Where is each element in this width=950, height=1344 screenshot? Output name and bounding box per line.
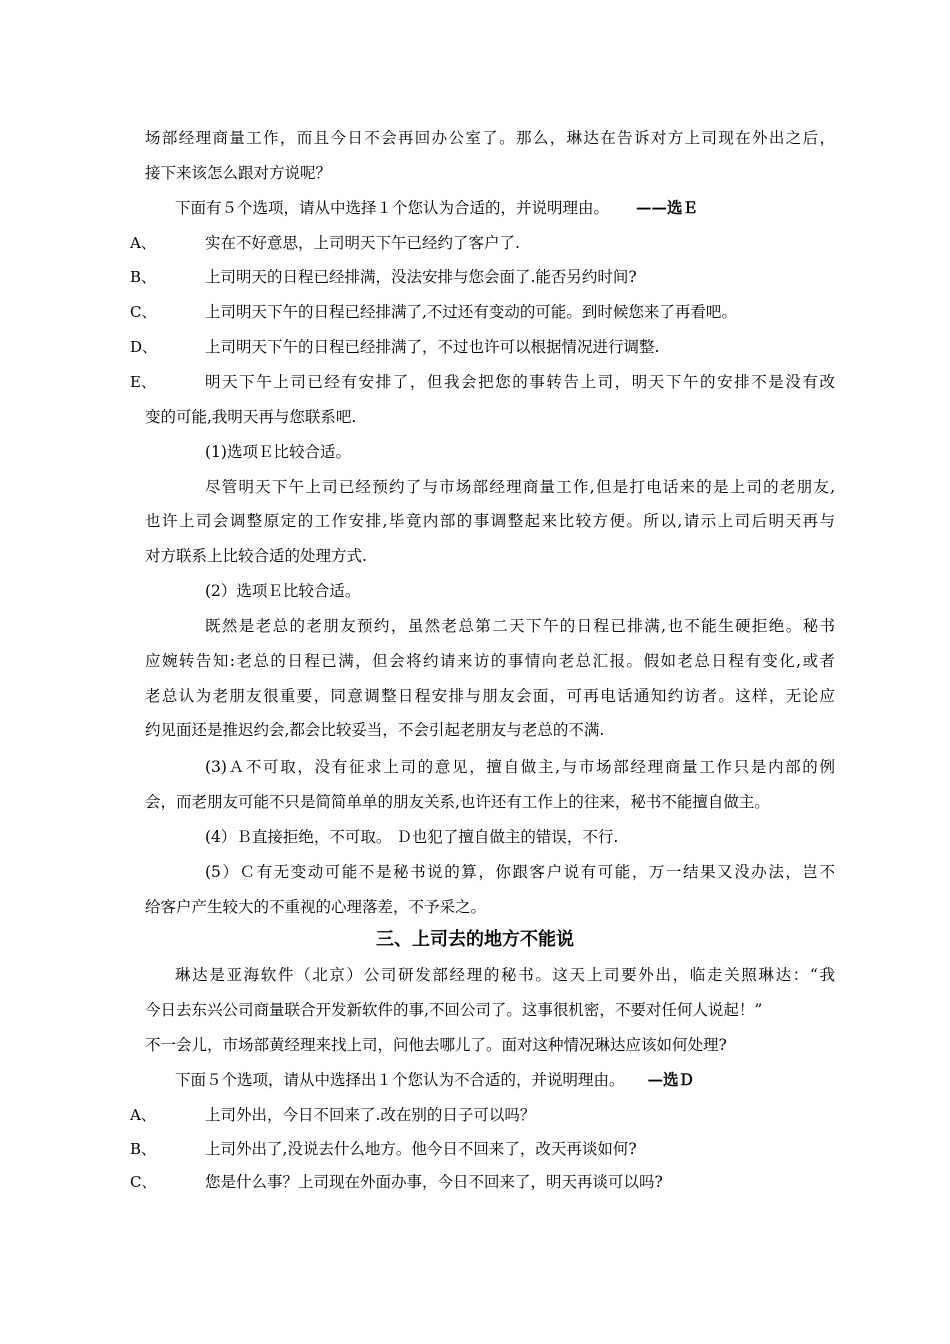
paragraph-line: 接下来该怎么跟对方说呢？ <box>145 164 332 182</box>
paragraph-line: 对方联系上比较合适的处理方式. <box>145 547 367 565</box>
paragraph-line: 老总认为老朋友很重要，同意调整日程安排与朋友会面，可再电话通知约访者。这样，无论应 <box>145 687 835 705</box>
question-prompt <box>175 198 698 218</box>
paragraph-line: 不一会儿，市场部黄经理来找上司，问他去哪儿了。面对这种情况琳达应该如何处理? <box>145 1036 727 1054</box>
option-letter: C、 <box>130 303 157 321</box>
section-title: 三、上司去的地方不能说 <box>376 929 574 950</box>
option-text: 您是什么事？上司现在外面办事，今日不回来了，明天再谈可以吗? <box>205 1173 663 1191</box>
option-letter: A、 <box>130 234 156 252</box>
paragraph-line: 约见面还是推迟约会,都会比较妥当，不会引起老朋友与老总的不满. <box>145 721 605 739</box>
paragraph-line: (3)Ａ不可取，没有征求上司的意见，擅自做主,与市场部经理商量工作只是内部的例 <box>205 758 835 776</box>
answer-note: ——选Ｅ <box>635 198 698 217</box>
option-text: 上司明天的日程已经排满，没法安排与您会面了.能否另约时间? <box>205 268 637 286</box>
option-letter: C、 <box>130 1173 157 1191</box>
paragraph-line: 场部经理商量工作，而且今日不会再回办公室了。那么，琳达在告诉对方上司现在外出之后， <box>145 129 835 147</box>
option-letter: B、 <box>130 268 157 286</box>
option-letter: A、 <box>130 1106 156 1124</box>
question-prompt-text: 下面有５个选项，请从中选择１个您认为合适的，并说明理由。 <box>175 199 610 217</box>
question-prompt-text: 下面５个选项，请从中选择出１个您认为不合适的，并说明理由。 <box>175 1071 625 1089</box>
paragraph-line: 琳达是亚海软件（北京）公司研发部经理的秘书。这天上司要外出，临走关照琳达：“我 <box>175 966 835 984</box>
option-text: 上司外出，今日不回来了.改在别的日子可以吗？ <box>205 1106 536 1124</box>
option-text: 上司明天下午的日程已经排满了，不过也许可以根据情况进行调整. <box>205 338 660 356</box>
option-text: 上司明天下午的日程已经排满了,不过还有变动的可能。到时候您来了再看吧。 <box>205 303 737 321</box>
option-continuation: 变的可能,我明天再与您联系吧. <box>145 408 357 426</box>
paragraph-line: 今日去东兴公司商量联合开发新软件的事,不回公司了。这事很机密，不要对任何人说起！” <box>145 1001 763 1019</box>
option-letter: E、 <box>130 373 156 391</box>
option-letter: B、 <box>130 1140 157 1158</box>
paragraph-line: (4）Ｂ直接拒绝，不可取。 Ｄ也犯了擅自做主的错误，不行. <box>205 828 619 846</box>
paragraph-line: 也许上司会调整原定的工作安排,毕竟内部的事调整起来比较方便。所以,请示上司后明天再与 <box>145 512 835 530</box>
answer-note: —选Ｄ <box>647 1070 694 1089</box>
paragraph-line: 给客户产生较大的不重视的心理落差，不予采之。 <box>145 898 487 916</box>
question-prompt <box>175 1070 694 1090</box>
option-text: 实在不好意思，上司明天下午已经约了客户了. <box>205 234 520 252</box>
paragraph-line: 会，而老朋友可能不只是简简单单的朋友关系,也许还有工作上的往来，秘书不能擅自做主。 <box>145 793 770 811</box>
option-letter: D、 <box>130 338 158 356</box>
analysis-heading: (1)选项Ｅ比较合适。 <box>205 443 351 461</box>
option-text: 明天下午上司已经有安排了，但我会把您的事转告上司，明天下午的安排不是没有改 <box>205 373 835 391</box>
paragraph-line: 应婉转告知:老总的日程已满，但会将约请来访的事情向老总汇报。假如老总日程有变化,或者 <box>145 652 835 670</box>
paragraph-line: 尽管明天下午上司已经预约了与市场部经理商量工作,但是打电话来的是上司的老朋友, <box>205 478 835 496</box>
option-text: 上司外出了,没说去什么地方。他今日不回来了，改天再谈如何? <box>205 1140 637 1158</box>
analysis-heading: (2）选项Ｅ比较合适。 <box>205 582 361 600</box>
paragraph-line: (5）Ｃ有无变动可能不是秘书说的算，你跟客户说有可能，万一结果又没办法，岂不 <box>205 863 835 881</box>
paragraph-line: 既然是老总的老朋友预约，虽然老总第二天下午的日程已排满,也不能生硬拒绝。秘书 <box>205 617 835 635</box>
